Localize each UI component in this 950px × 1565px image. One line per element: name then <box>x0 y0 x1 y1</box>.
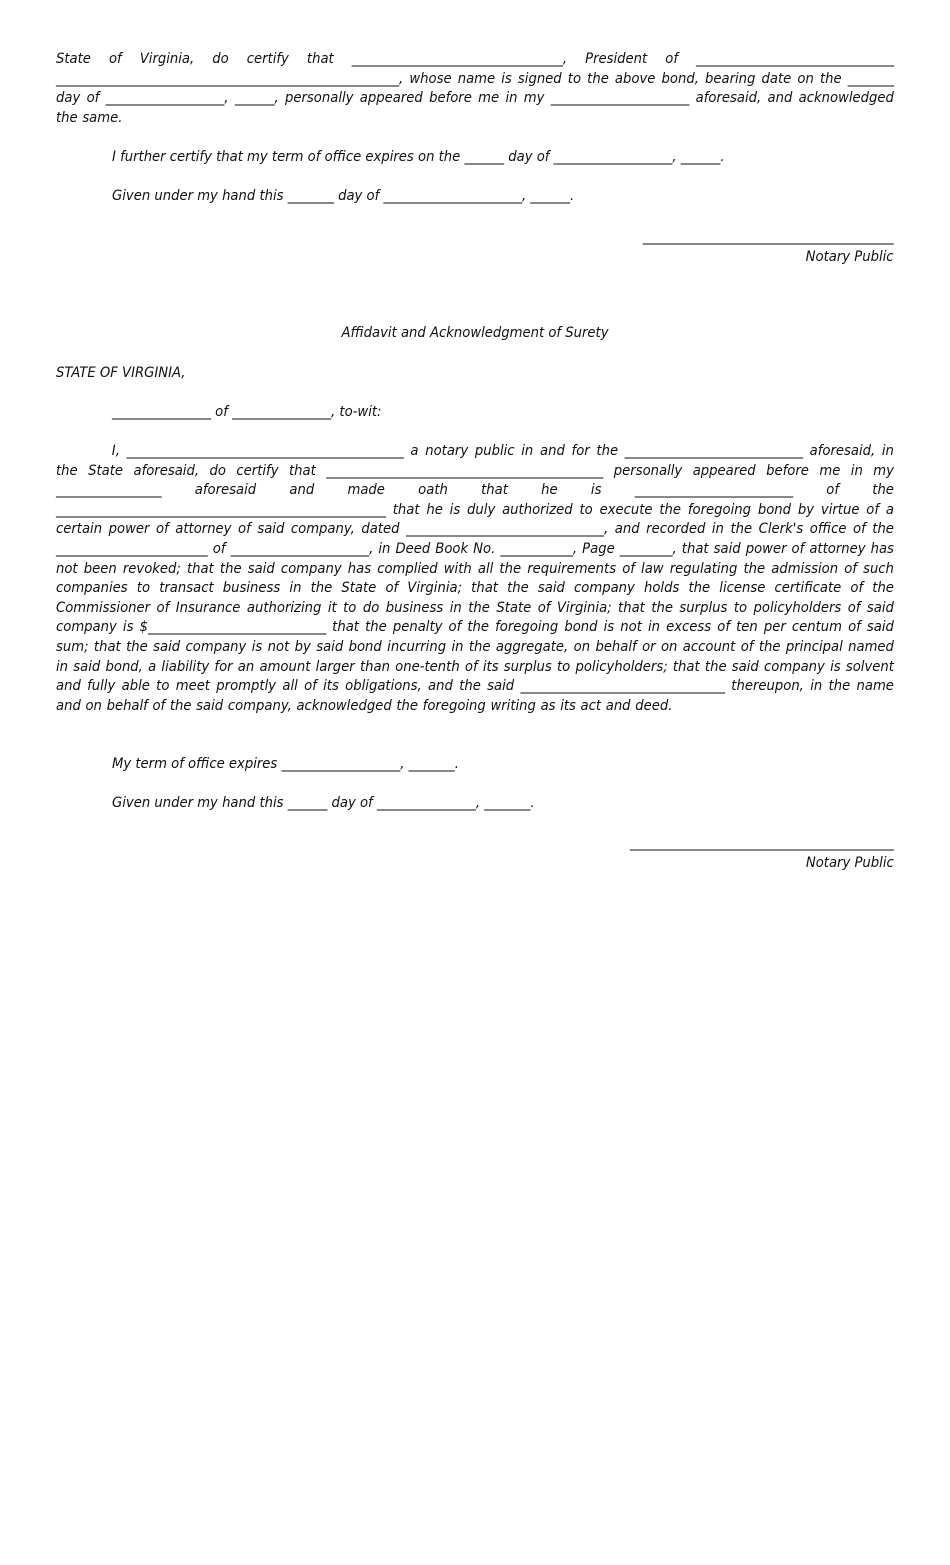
certificate-given-text: Given under my hand this _______ day of _____________________, ______. <box>112 188 575 204</box>
affidavit-signature-label: Notary Public <box>806 854 894 871</box>
affidavit-term-wrap <box>112 755 950 775</box>
affidavit-state-heading: STATE OF VIRGINIA, <box>56 365 186 381</box>
affidavit-given-line: Given under my hand this ______ day of _______________, _______. <box>112 795 535 811</box>
affidavit-state-wrap <box>56 364 894 384</box>
certificate-term-text: I further certify that my term of office expires on the ______ day of __________________, ______. <box>112 149 725 165</box>
certificate-signature-label: Notary Public <box>806 248 894 265</box>
affidavit-title-wrap <box>56 324 894 344</box>
certificate-section <box>56 50 894 128</box>
affidavit-signature-block <box>630 834 894 873</box>
affidavit-body: I, __________________________________________ a notary public in and for the ___________________________ aforesaid, in the State aforesaid, do certify that __________________________________________ personally appeared before me in my ________________ aforesaid and made oath that he is ________________________ of the __________________________________________________ that he is duly authorized to execute the foregoing bond by virtue of a certain power of attorney of said company, dated ______________________________, and recorded in the Clerk's office of the _______________________ of _____________________, in Deed Book No. ___________, Page ________, that said power of attorney has not been revoked; that the said company has complied with all the requirements of law regulating the admission of such companies to transact business in the State of Virginia; that the said company holds the license certificate of the Commissioner of Insurance authorizing it to do business in the State of Virginia; that the surplus to policyholders of said company is $___________________________ that the penalty of the foregoing bond is not in excess of ten per centum of said sum; that the said company is not by said bond incurring in the aggregate, on behalf or on account of the principal named in said bond, a liability for an amount larger than one-tenth of its surplus to policyholders; that the said company is solvent and fully able to meet promptly all of its obligations, and the said _______________________________ thereupon, in the name and on behalf of the said company, acknowledged the foregoing writing as its act and deed. <box>56 443 894 714</box>
affidavit-body-wrap <box>56 442 894 716</box>
certificate-term-line <box>112 148 950 168</box>
affidavit-given-wrap <box>112 794 950 814</box>
certificate-signature-line: ______________________________________ <box>643 229 894 245</box>
certificate-paragraph: State of Virginia, do certify that ________________________________, President of ______________________________ ____________________________________________________, whose name is signed to the above bond, bearing date on the _______ day of __________________, ______, personally appeared before me in my _____________________ aforesaid, and acknowledged the same. <box>56 51 894 126</box>
affidavit-title: Affidavit and Acknowledgment of Surety <box>341 325 609 341</box>
affidavit-signature-line: ________________________________________ <box>630 835 894 851</box>
certificate-given-line <box>112 187 950 207</box>
affidavit-term-line: My term of office expires __________________, _______. <box>112 756 459 772</box>
affidavit-county-wrap <box>112 403 950 423</box>
affidavit-county-line: _______________ of _______________, to-wit: <box>112 404 382 420</box>
certificate-signature-block <box>643 228 894 267</box>
